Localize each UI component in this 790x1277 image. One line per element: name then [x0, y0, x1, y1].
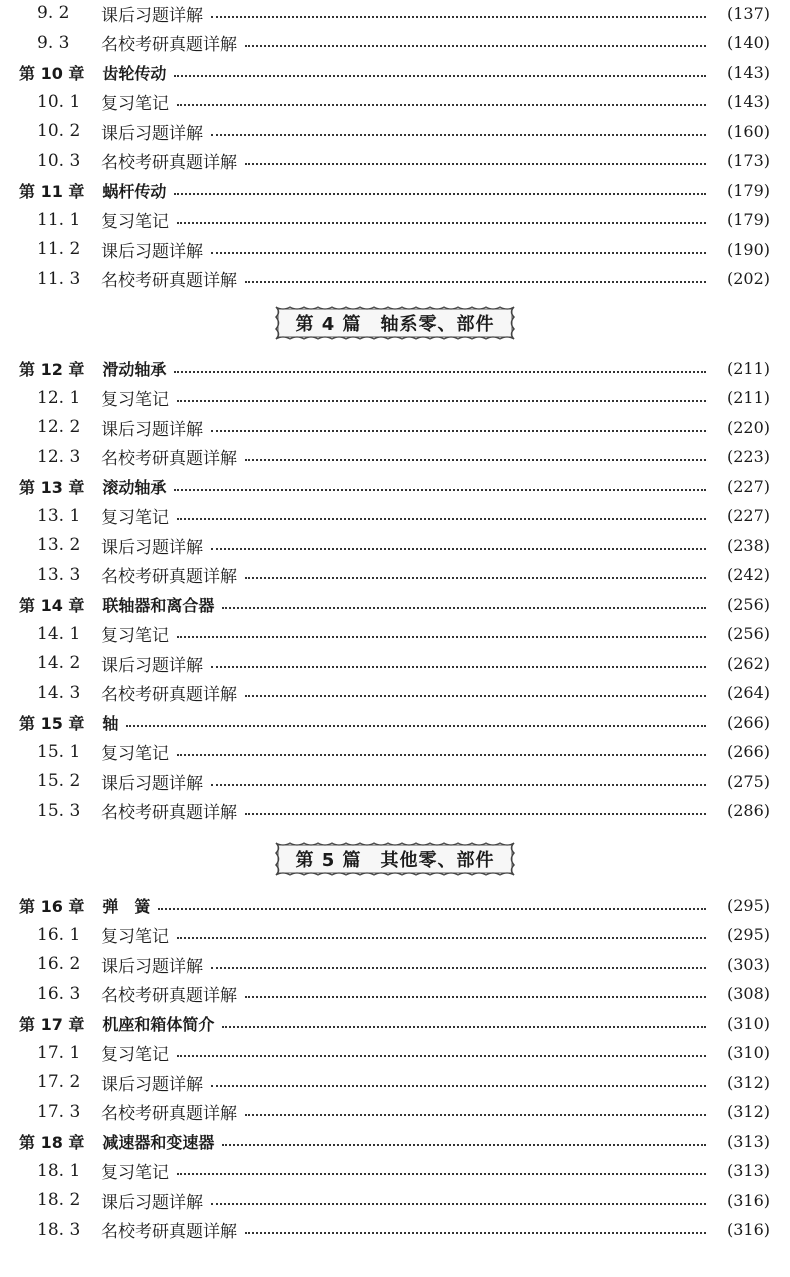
toc-chapter-row[interactable] [0, 176, 790, 204]
toc-chapter-row[interactable] [0, 590, 790, 618]
section-number: 14. 1 [37, 623, 81, 644]
section-title: 课后习题详解 [101, 1192, 203, 1213]
section-title: 复习笔记 [101, 212, 169, 232]
section-number: 17. 2 [37, 1072, 81, 1092]
page-number: (266) [726, 742, 770, 761]
page-number: (312) [726, 1102, 770, 1121]
section-number: 11. 3 [37, 268, 81, 289]
toc-chapter-row[interactable] [0, 1009, 790, 1037]
section-title: 名校考研真题详解 [101, 986, 237, 1006]
section-title: 复习笔记 [101, 1163, 169, 1183]
dot-leader [177, 1172, 706, 1175]
page-number: (223) [726, 447, 770, 466]
dot-leader [177, 753, 706, 756]
page-number: (275) [726, 771, 770, 791]
toc-section-row[interactable] [0, 443, 790, 471]
chapter-number: 第 13 章 [19, 477, 85, 497]
section-number: 15. 2 [37, 771, 81, 791]
page-number: (308) [726, 984, 770, 1003]
page-number: (295) [726, 925, 770, 944]
page-number: (242) [726, 565, 770, 584]
chapter-title: 弹 簧 [102, 896, 151, 916]
toc-section-row[interactable] [0, 980, 790, 1008]
section-number: 12. 2 [37, 417, 81, 437]
dot-leader [177, 517, 706, 520]
toc-section-row[interactable] [0, 88, 790, 116]
dot-leader [177, 635, 706, 638]
page-number: (310) [726, 1043, 770, 1062]
dot-leader [245, 576, 706, 579]
toc-section-row[interactable] [0, 649, 790, 677]
section-title: 名校考研真题详解 [101, 271, 237, 291]
dot-leader [245, 812, 706, 815]
dot-leader [245, 162, 706, 165]
dot-leader [211, 547, 706, 550]
page-number: (211) [726, 358, 770, 378]
section-number: 13. 1 [37, 505, 81, 526]
section-number: 10. 2 [37, 121, 81, 141]
page-number: (160) [726, 121, 770, 141]
section-number: 12. 3 [37, 446, 81, 467]
section-title: 名校考研真题详解 [101, 153, 237, 173]
chapter-number: 第 12 章 [19, 359, 85, 379]
part-5-title: 第 5 篇 其他零、部件 [295, 850, 495, 871]
page-number: (256) [726, 594, 770, 614]
section-number: 17. 1 [37, 1042, 81, 1063]
dot-leader [245, 280, 706, 283]
page-number: (313) [726, 1131, 770, 1151]
dot-leader [211, 1084, 706, 1087]
dot-leader [222, 606, 706, 609]
section-number: 16. 1 [37, 924, 81, 945]
toc-section-row[interactable] [0, 1186, 790, 1214]
section-number: 14. 2 [37, 653, 81, 673]
page-number: (179) [726, 180, 770, 200]
section-title: 课后习题详解 [101, 956, 203, 977]
section-number: 15. 1 [37, 741, 81, 762]
dot-leader [211, 665, 706, 668]
section-number: 10. 3 [37, 150, 81, 171]
toc-section-row[interactable] [0, 265, 790, 293]
section-title: 课后习题详解 [101, 241, 203, 262]
page-number: (310) [726, 1013, 770, 1033]
dot-leader [222, 1143, 706, 1146]
dot-leader [222, 1025, 706, 1028]
section-title: 课后习题详解 [101, 655, 203, 676]
page-number: (262) [726, 653, 770, 673]
page-number: (303) [726, 954, 770, 974]
section-number: 9. 3 [37, 32, 70, 53]
section-title: 名校考研真题详解 [101, 567, 237, 587]
section-number: 18. 1 [37, 1160, 81, 1181]
toc-section-row[interactable] [0, 1068, 790, 1096]
dot-leader [211, 1202, 706, 1205]
toc-section-row[interactable] [0, 1098, 790, 1126]
page-number: (264) [726, 683, 770, 702]
toc-section-row[interactable] [0, 531, 790, 559]
chapter-number: 第 14 章 [19, 595, 85, 615]
section-title: 课后习题详解 [101, 5, 203, 26]
dot-leader [211, 15, 706, 18]
page-number: (137) [726, 3, 770, 23]
toc-section-row[interactable] [0, 950, 790, 978]
page-number: (173) [726, 151, 770, 170]
section-number: 10. 1 [37, 91, 81, 112]
toc-section-row[interactable] [0, 235, 790, 263]
page-number: (256) [726, 624, 770, 643]
dot-leader [177, 1054, 706, 1057]
toc-section-row[interactable] [0, 502, 790, 530]
page-number: (179) [726, 210, 770, 229]
toc-chapter-row[interactable] [0, 472, 790, 500]
chapter-title: 减速器和变速器 [102, 1132, 215, 1152]
section-title: 课后习题详解 [101, 1074, 203, 1095]
dot-leader [177, 399, 706, 402]
section-title: 复习笔记 [101, 626, 169, 646]
chapter-title: 轴 [102, 713, 119, 733]
page-number: (316) [726, 1220, 770, 1239]
dot-leader [158, 907, 706, 910]
dot-leader [174, 192, 706, 195]
toc-section-row[interactable] [0, 620, 790, 648]
page-number: (313) [726, 1161, 770, 1180]
dot-leader [211, 133, 706, 136]
section-title: 课后习题详解 [101, 123, 203, 144]
section-number: 11. 1 [37, 209, 81, 230]
toc-section-row[interactable] [0, 1157, 790, 1185]
dot-leader [177, 221, 706, 224]
section-title: 名校考研真题详解 [101, 1104, 237, 1124]
toc-section-row[interactable] [0, 1039, 790, 1067]
toc-section-row[interactable] [0, 384, 790, 412]
toc-section-row[interactable] [0, 29, 790, 57]
chapter-number: 第 15 章 [19, 713, 85, 733]
dot-leader [245, 694, 706, 697]
section-number: 13. 2 [37, 535, 81, 555]
section-number: 17. 3 [37, 1101, 81, 1122]
chapter-number: 第 17 章 [19, 1014, 85, 1034]
section-title: 名校考研真题详解 [101, 685, 237, 705]
toc-section-row[interactable] [0, 1216, 790, 1244]
page-number: (202) [726, 269, 770, 288]
chapter-number: 第 11 章 [19, 181, 85, 201]
toc-section-row[interactable] [0, 561, 790, 589]
page-number: (143) [726, 92, 770, 111]
toc-chapter-row[interactable] [0, 354, 790, 382]
section-title: 复习笔记 [101, 927, 169, 947]
section-number: 11. 2 [37, 239, 81, 259]
chapter-title: 蜗杆传动 [102, 181, 167, 201]
toc-chapter-row[interactable] [0, 708, 790, 736]
chapter-number: 第 10 章 [19, 63, 85, 83]
toc-chapter-row[interactable] [0, 1127, 790, 1155]
part-4-title: 第 4 篇 轴系零、部件 [295, 314, 495, 335]
section-title: 名校考研真题详解 [101, 803, 237, 823]
toc-section-row[interactable] [0, 206, 790, 234]
chapter-title: 滚动轴承 [102, 477, 167, 497]
section-title: 课后习题详解 [101, 537, 203, 558]
section-title: 复习笔记 [101, 94, 169, 114]
dot-leader [211, 251, 706, 254]
section-number: 16. 3 [37, 983, 81, 1004]
part-5-banner [275, 842, 515, 876]
section-title: 复习笔记 [101, 744, 169, 764]
page-number: (220) [726, 417, 770, 437]
section-title: 课后习题详解 [101, 419, 203, 440]
section-title: 名校考研真题详解 [101, 449, 237, 469]
toc-section-row[interactable] [0, 413, 790, 441]
toc-section-row[interactable] [0, 797, 790, 825]
page-number: (266) [726, 712, 770, 732]
chapter-number: 第 18 章 [19, 1132, 85, 1152]
dot-leader [245, 1113, 706, 1116]
toc-section-row[interactable] [0, 767, 790, 795]
toc-section-row[interactable] [0, 921, 790, 949]
section-title: 复习笔记 [101, 390, 169, 410]
page-number: (140) [726, 33, 770, 52]
section-number: 16. 2 [37, 954, 81, 974]
toc-chapter-row[interactable] [0, 891, 790, 919]
dot-leader [126, 724, 706, 727]
page-number: (190) [726, 239, 770, 259]
dot-leader [245, 44, 706, 47]
toc-section-row[interactable] [0, 679, 790, 707]
dot-leader [245, 995, 706, 998]
section-number: 18. 3 [37, 1219, 81, 1240]
dot-leader [174, 74, 706, 77]
chapter-title: 滑动轴承 [102, 359, 167, 379]
page-number: (211) [726, 388, 770, 407]
page-number: (316) [726, 1190, 770, 1210]
section-number: 13. 3 [37, 564, 81, 585]
section-title: 名校考研真题详解 [101, 1222, 237, 1242]
section-number: 12. 1 [37, 387, 81, 408]
chapter-title: 联轴器和离合器 [102, 595, 215, 615]
toc-section-row[interactable] [0, 738, 790, 766]
toc-section-row[interactable] [0, 117, 790, 145]
page-number: (238) [726, 535, 770, 555]
dot-leader [174, 488, 706, 491]
dot-leader [211, 966, 706, 969]
toc-chapter-row[interactable] [0, 58, 790, 86]
page-number: (286) [726, 801, 770, 820]
chapter-number: 第 16 章 [19, 896, 85, 916]
page-number: (295) [726, 895, 770, 915]
dot-leader [174, 370, 706, 373]
section-title: 复习笔记 [101, 1045, 169, 1065]
chapter-title: 机座和箱体简介 [102, 1014, 215, 1034]
page-number: (227) [726, 506, 770, 525]
dot-leader [177, 936, 706, 939]
dot-leader [177, 103, 706, 106]
dot-leader [245, 1231, 706, 1234]
section-title: 名校考研真题详解 [101, 35, 237, 55]
chapter-title: 齿轮传动 [102, 63, 167, 83]
section-number: 14. 3 [37, 682, 81, 703]
page-number: (143) [726, 62, 770, 82]
section-number: 18. 2 [37, 1190, 81, 1210]
part-4-banner [275, 306, 515, 340]
page-number: (312) [726, 1072, 770, 1092]
dot-leader [211, 429, 706, 432]
section-number: 9. 2 [37, 3, 70, 23]
toc-section-row[interactable] [0, 147, 790, 175]
page-number: (227) [726, 476, 770, 496]
dot-leader [245, 458, 706, 461]
dot-leader [211, 783, 706, 786]
section-number: 15. 3 [37, 800, 81, 821]
section-title: 课后习题详解 [101, 773, 203, 794]
section-title: 复习笔记 [101, 508, 169, 528]
toc-section-row[interactable] [0, 0, 790, 27]
